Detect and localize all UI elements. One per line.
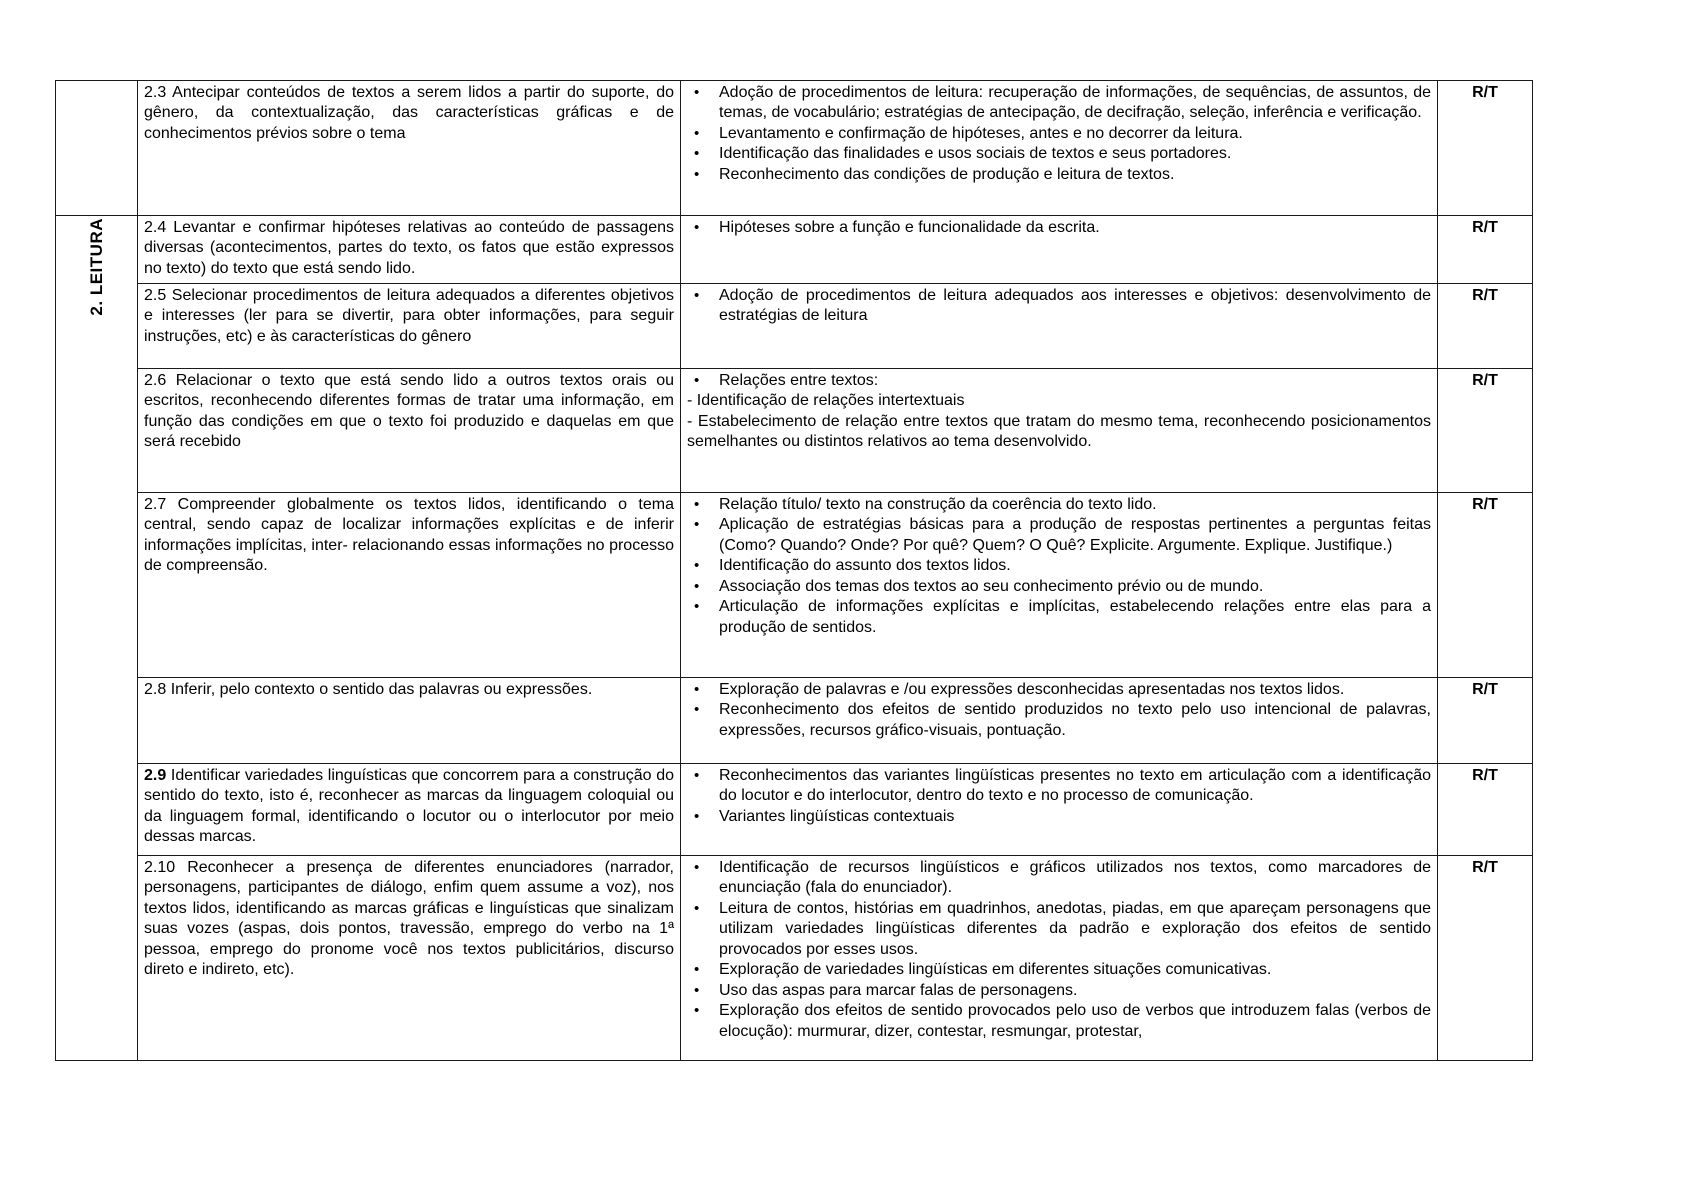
bullet-icon: • — [694, 84, 700, 101]
skill-cell-2.3: 2.3 Antecipar conteúdos de textos a serem lidos a partir do suporte, do gênero, da contextualização, das características gráficas e de conhecimentos prévios sobre o tema — [138, 81, 681, 216]
table-row-2.9 — [56, 764, 1533, 856]
table-row-2.6 — [56, 369, 1533, 493]
content-bullet — [687, 556, 1431, 576]
bullet-icon: • — [694, 287, 700, 304]
content-bullet — [687, 700, 1431, 741]
bullet-icon: • — [694, 899, 700, 917]
content-bullet — [687, 124, 1431, 144]
content-text: Identificação do assunto dos textos lidos. — [719, 557, 1011, 575]
bullet-icon: • — [694, 681, 700, 698]
bullet-icon: • — [694, 372, 700, 389]
content-text: Articulação de informações explícitas e implícitas, estabelecendo relações entre elas para a produção de sentidos. — [719, 598, 1431, 636]
table-row-2.3 — [56, 81, 1533, 216]
content-line: - Identificação de relações intertextuais — [687, 392, 965, 410]
content-cell-2.8 — [681, 678, 1438, 764]
skill-number-bold: 2.9 — [144, 767, 167, 784]
skill-cell-2.8: 2.8 Inferir, pelo contexto o sentido das palavras ou expressões. — [138, 678, 681, 764]
rt-cell-2.8: R/T — [1438, 678, 1533, 764]
table-row-2.4 — [56, 216, 1533, 284]
bullet-icon: • — [694, 219, 700, 236]
section-label: 2. LEITURA — [86, 218, 106, 316]
bullet-icon: • — [694, 981, 700, 999]
content-bullet — [687, 577, 1431, 597]
content-text: Uso das aspas para marcar falas de personagens. — [719, 981, 1078, 999]
content-line: - Estabelecimento de relação entre textos que tratam do mesmo tema, reconhecendo posicionamentos semelhantes ou distintos relativos ao tema desenvolvido. — [687, 412, 1431, 451]
content-text: Variantes lingüísticas contextuais — [719, 807, 955, 825]
rt-cell-2.3: R/T — [1438, 81, 1533, 216]
content-text: Adoção de procedimentos de leitura: recuperação de informações, de sequências, de assuntos, de temas, de vocabulário; estratégias de antecipação, de decifração, seleção, inferência e verificação. — [719, 84, 1431, 122]
content-bullet — [687, 807, 1431, 827]
table-row-2.7 — [56, 493, 1533, 678]
rt-cell-2.6: R/T — [1438, 369, 1533, 493]
content-bullet — [687, 766, 1431, 807]
curriculum-table-body — [56, 81, 1533, 1061]
skill-cell-2.7: 2.7 Compreender globalmente os textos lidos, identificando o tema central, sendo capaz de localizar informações explícitas e de inferir informações implícitas, inter- relacionando essas informações no processo de compreensão. — [138, 493, 681, 678]
content-text: Aplicação de estratégias básicas para a produção de respostas pertinentes a perguntas feitas (Como? Quando? Onde? Por quê? Quem? O Quê? Explicite. Argumente. Explique. Justifique.) — [719, 516, 1431, 554]
content-cell-2.5 — [681, 284, 1438, 369]
rt-cell-2.9: R/T — [1438, 764, 1533, 856]
content-text: Associação dos temas dos textos ao seu conhecimento prévio ou de mundo. — [719, 577, 1264, 595]
content-bullet — [687, 144, 1431, 164]
table-row-2.8 — [56, 678, 1533, 764]
content-bullet — [687, 83, 1431, 124]
content-text: Hipóteses sobre a função e funcionalidade da escrita. — [719, 219, 1100, 236]
table-row-2.10 — [56, 856, 1533, 1061]
content-bullet — [687, 515, 1431, 556]
content-bullet — [687, 218, 1431, 238]
content-cell-2.3 — [681, 81, 1438, 216]
section-label-cell — [56, 216, 138, 1061]
content-text: Identificação das finalidades e usos sociais de textos e seus portadores. — [719, 145, 1232, 163]
bullet-icon: • — [694, 516, 700, 534]
bullet-icon: • — [694, 496, 700, 513]
content-text: Exploração de palavras e /ou expressões desconhecidas apresentadas nos textos lidos. — [719, 681, 1345, 698]
content-bullet — [687, 981, 1431, 1001]
content-bullet — [687, 1001, 1431, 1042]
bullet-icon: • — [694, 859, 700, 876]
bullet-icon: • — [694, 124, 700, 142]
bullet-icon: • — [694, 701, 700, 719]
bullet-icon: • — [694, 807, 700, 825]
content-text: Adoção de procedimentos de leitura adequados aos interesses e objetivos: desenvolvimento de estratégias de leitura — [719, 287, 1431, 325]
rt-cell-2.5: R/T — [1438, 284, 1533, 369]
content-bullet — [687, 680, 1431, 700]
content-text: Identificação de recursos lingüísticos e gráficos utilizados nos textos, como marcadores de enunciação (fala do enunciador). — [719, 859, 1431, 897]
content-bullet — [687, 899, 1431, 960]
rt-cell-2.7: R/T — [1438, 493, 1533, 678]
bullet-icon: • — [694, 1002, 700, 1020]
bullet-icon: • — [694, 598, 700, 616]
content-bullet — [687, 960, 1431, 980]
content-bullet — [687, 165, 1431, 185]
content-text: Exploração de variedades lingüísticas em diferentes situações comunicativas. — [719, 961, 1272, 979]
table-row-2.5 — [56, 284, 1533, 369]
bullet-icon: • — [694, 557, 700, 575]
content-cell-2.7 — [681, 493, 1438, 678]
skill-cell-2.6: 2.6 Relacionar o texto que está sendo lido a outros textos orais ou escritos, reconhecendo diferentes formas de tratar uma informação, em função das condições em que o texto foi produzido e daquelas em que será recebido — [138, 369, 681, 493]
bullet-icon: • — [694, 577, 700, 595]
bullet-icon: • — [694, 165, 700, 183]
content-bullet — [687, 858, 1431, 899]
skill-cell-2.9: 2.9 Identificar variedades linguísticas que concorrem para a construção do sentido do texto, isto é, reconhecer as marcas da linguagem coloquial ou da linguagem formal, identificando o locutor ou o interlocutor por meio dessas marcas. — [138, 764, 681, 856]
content-cell-2.6 — [681, 369, 1438, 493]
content-text: Levantamento e confirmação de hipóteses, antes e no decorrer da leitura. — [719, 124, 1243, 142]
content-cell-2.4 — [681, 216, 1438, 284]
content-text: Exploração dos efeitos de sentido provocados pelo uso de verbos que introduzem falas (verbos de elocução): murmurar, dizer, contestar, resmungar, protestar, — [719, 1002, 1431, 1040]
content-bullet — [687, 597, 1431, 638]
bullet-icon: • — [694, 145, 700, 163]
content-text: Reconhecimento das condições de produção e leitura de textos. — [719, 165, 1175, 183]
content-bullet — [687, 495, 1431, 515]
content-cell-2.10 — [681, 856, 1438, 1061]
content-text: Reconhecimento dos efeitos de sentido produzidos no texto pelo uso intencional de palavras, expressões, recursos gráfico-visuais, pontuação. — [719, 701, 1431, 739]
content-text: Leitura de contos, histórias em quadrinhos, anedotas, piadas, em que apareçam personagens que utilizam variedades lingüísticas diferentes da padrão e exploração dos efeitos de sentido provocados por esses usos. — [719, 899, 1431, 958]
rt-cell-2.10: R/T — [1438, 856, 1533, 1061]
content-bullet — [687, 371, 1431, 391]
content-cell-2.9 — [681, 764, 1438, 856]
content-text: Relação título/ texto na construção da coerência do texto lido. — [719, 496, 1157, 513]
section-label-empty-cell — [56, 81, 138, 216]
skill-cell-2.4: 2.4 Levantar e confirmar hipóteses relativas ao conteúdo de passagens diversas (acontecimentos, partes do texto, os fatos que estão expressos no texto) do texto que está sendo lido. — [138, 216, 681, 284]
content-text: Reconhecimentos das variantes lingüísticas presentes no texto em articulação com a identificação do locutor e do interlocutor, dentro do texto e no processo de comunicação. — [719, 767, 1431, 805]
curriculum-table — [55, 80, 1533, 1061]
bullet-icon: • — [694, 961, 700, 979]
content-text: Relações entre textos: — [719, 372, 879, 389]
content-bullet — [687, 286, 1431, 327]
skill-cell-2.5: 2.5 Selecionar procedimentos de leitura adequados a diferentes objetivos e interesses (ler para se divertir, para obter informações, para seguir instruções, etc) e às características do gênero — [138, 284, 681, 369]
rt-cell-2.4: R/T — [1438, 216, 1533, 284]
bullet-icon: • — [694, 767, 700, 784]
skill-cell-2.10: 2.10 Reconhecer a presença de diferentes enunciadores (narrador, personagens, participantes de diálogo, enfim quem assume a voz), nos textos lidos, identificando as marcas gráficas e linguísticas que sinalizam suas vozes (aspas, dois pontos, travessão, emprego do verbo na 1ª pessoa, emprego do pronome você nos textos publicitários, discurso direto e indireto, etc). — [138, 856, 681, 1061]
